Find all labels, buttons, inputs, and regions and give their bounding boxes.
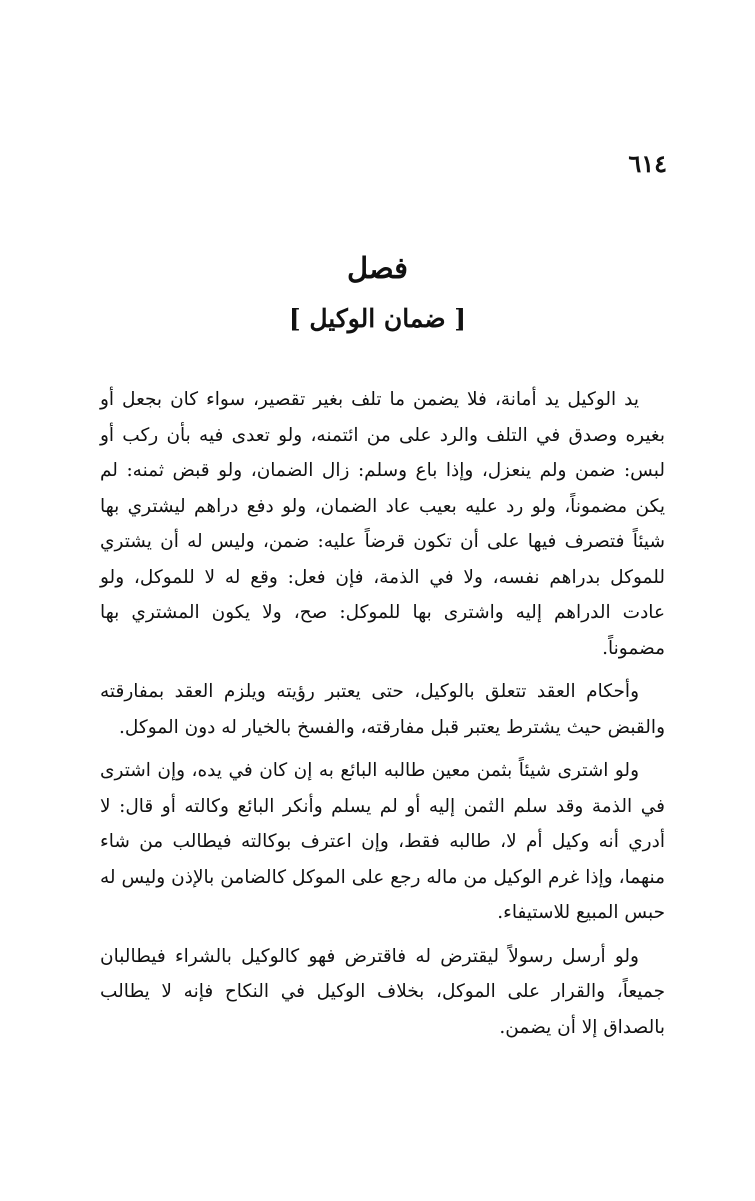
section-title: فصل <box>347 251 408 285</box>
paragraph: وأحكام العقد تتعلق بالوكيل، حتى يعتبر رؤيته ويلزم العقد بمفارقته والقبض حيث يشترط يعتبر قبل مفارقته، والفسخ بالخيار له دون الموكل. <box>100 681 665 738</box>
page-number: ٦١٤ <box>628 149 667 178</box>
paragraph: يد الوكيل يد أمانة، فلا يضمن ما تلف بغير تقصير، سواء كان بجعل أو بغيره وصدق في التلف والرد على من ائتمنه، ولو تعدى فيه بأن ركب أو لبس: ضمن ولم ينعزل، وإذا باع وسلم: زال الضمان، ولو قبض ثمنه: لم يكن مضموناً، ولو رد عليه بعيب عاد الضمان، ولو دفع دراهم ليشتري بها شيئاً فتصرف فيها على أن تكون قرضاً عليه: ضمن، وليس له أن يشتري للموكل بدراهم نفسه، ولا في الذمة، فإن فعل: وقع له لا للموكل، ولو عادت الدراهم إليه واشترى بها للموكل: صح، ولا يكون المشتري بها مضموناً. <box>100 389 665 659</box>
paragraph: ولو أرسل رسولاً ليقترض له فاقترض فهو كالوكيل بالشراء فيطالبان جميعاً، والقرار على الموكل، بخلاف الوكيل في النكاح فإنه لا يطالب بالصداق إلا أن يضمن. <box>100 945 665 1038</box>
paragraph: ولو اشترى شيئاً بثمن معين طالبه البائع به إن كان في يده، وإن اشترى في الذمة وقد سلم الثمن إليه أو لم يسلم وأنكر البائع وكالته أو قال: لا أدري أنه وكيل أم لا، طالبه فقط، وإن اعترف بوكالته فيطالب من شاء منهما، وإذا غرم الوكيل من ماله رجع على الموكل كالضامن بالإذن وليس له حبس المبيع للاستيفاء. <box>100 760 665 923</box>
section-subtitle: [ ضمان الوكيل ] <box>288 304 467 333</box>
body-text <box>100 382 665 1053</box>
